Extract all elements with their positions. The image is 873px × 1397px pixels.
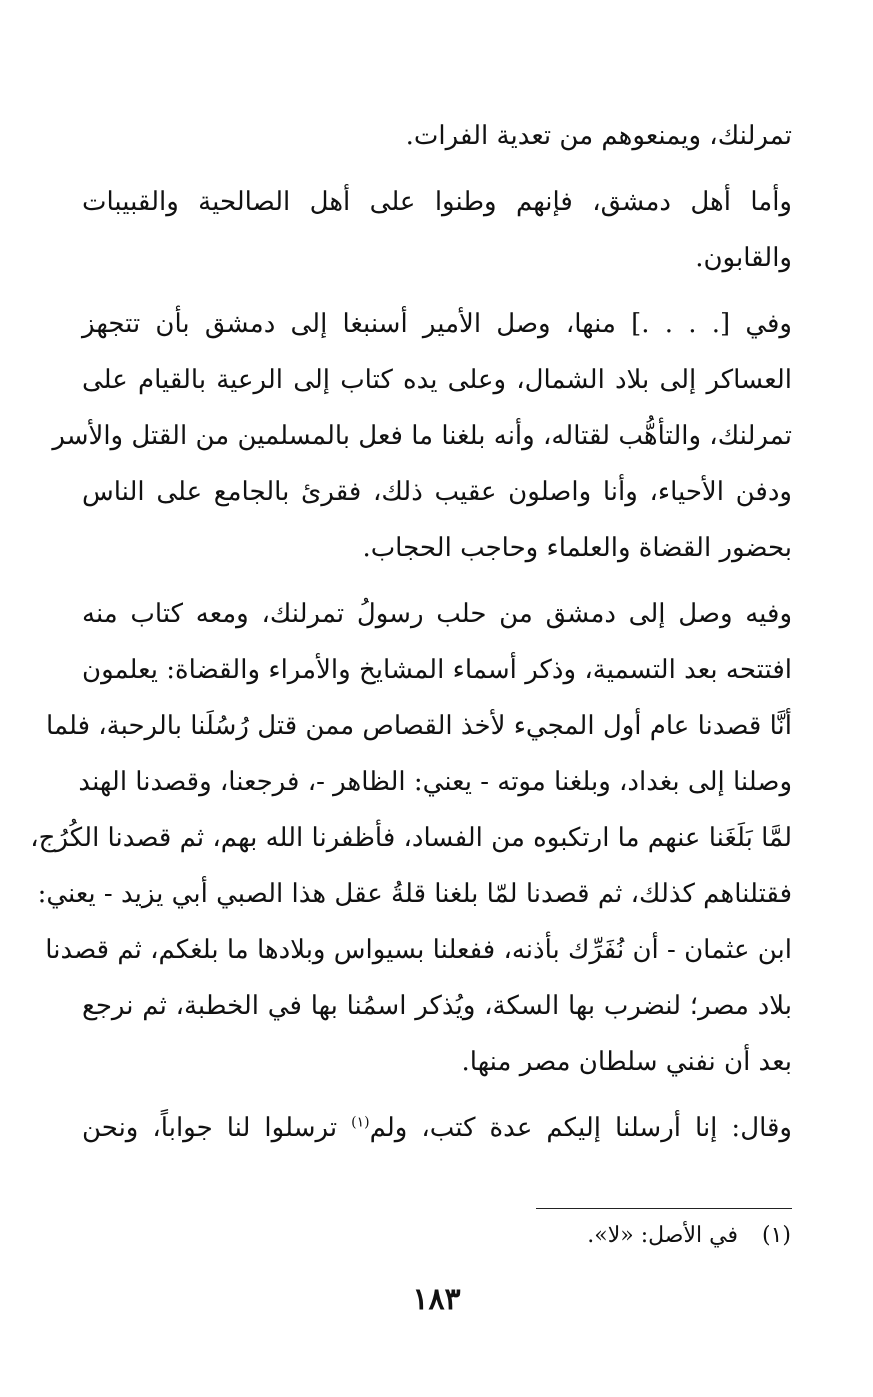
text-line: تمرلنك، ويمنعوهم من تعدية الفرات. (405, 121, 792, 151)
text-line: بحضور القضاة والعلماء وحاجب الحجاب. (362, 533, 792, 563)
text-line: العساكر إلى بلاد الشمال، وعلى يده كتاب إلى الرعية بالقيام على (82, 365, 792, 395)
text-line: لمَّا بَلَغَنا عنهم ما ارتكبوه من الفساد، فأظفرنا الله بهم، ثم قصدنا الكُرُج، (30, 823, 792, 853)
text-line: وفي [. . . .] منها، وصل الأمير أسنبغا إلى دمشق بأن تتجهز (82, 309, 792, 339)
text-line: وصلنا إلى بغداد، وبلغنا موته - يعني: الظاهر -، فرجعنا، وقصدنا الهند (78, 767, 792, 797)
text-segment: ترسلوا لنا جواباً، ونحن (82, 1113, 352, 1143)
text-line: والقابون. (695, 243, 792, 273)
footnote-divider (536, 1208, 792, 1209)
footnote (587, 1218, 791, 1254)
footnote-reference[interactable]: (١) (351, 1114, 370, 1131)
text-line: ودفن الأحياء، وأنا واصلون عقيب ذلك، فقرئ بالجامع على الناس (82, 477, 792, 507)
text-line: ابن عثمان - أن نُفَرِّك بأذنه، ففعلنا بسيواس وبلادها ما بلغكم، ثم قصدنا (45, 935, 792, 965)
text-line: بلاد مصر؛ لنضرب بها السكة، ويُذكر اسمُنا بها في الخطبة، ثم نرجع (82, 991, 792, 1021)
paragraph-gap (82, 576, 792, 586)
footnote-text: في الأصل: «لا». (587, 1223, 738, 1248)
paragraph-gap (82, 1090, 792, 1100)
text-line: وفيه وصل إلى دمشق من حلب رسولُ تمرلنك، ومعه كتاب منه (82, 599, 792, 629)
text-line: بعد أن نفني سلطان مصر منها. (461, 1047, 792, 1077)
text-line: تمرلنك، والتأهُّب لقتاله، وأنه بلغنا ما فعل بالمسلمين من القتل والأسر (52, 421, 792, 451)
paragraph-gap (82, 164, 792, 174)
footnote-number: (١) (761, 1223, 791, 1248)
text-line: وأما أهل دمشق، فإنهم وطنوا على أهل الصالحية والقبيبات (82, 187, 792, 217)
text-line: افتتحه بعد التسمية، وذكر أسماء المشايخ والأمراء والقضاة: يعلمون (82, 655, 792, 685)
paragraph-gap (82, 286, 792, 296)
text-line: فقتلناهم كذلك، ثم قصدنا لمّا بلغنا قلةُ عقل هذا الصبي أبي يزيد - يعني: (37, 879, 792, 909)
main-text (30, 108, 792, 1156)
page-number: ١٨٣ (412, 1282, 461, 1317)
text-line: أنَّا قصدنا عام أول المجيء لأخذ القصاص ممن قتل رُسُلَنا بالرحبة، فلما (46, 711, 792, 741)
text-line-with-footnote-ref (82, 1100, 792, 1156)
text-segment: وقال: إنا أرسلنا إليكم عدة كتب، ولم (369, 1113, 792, 1143)
